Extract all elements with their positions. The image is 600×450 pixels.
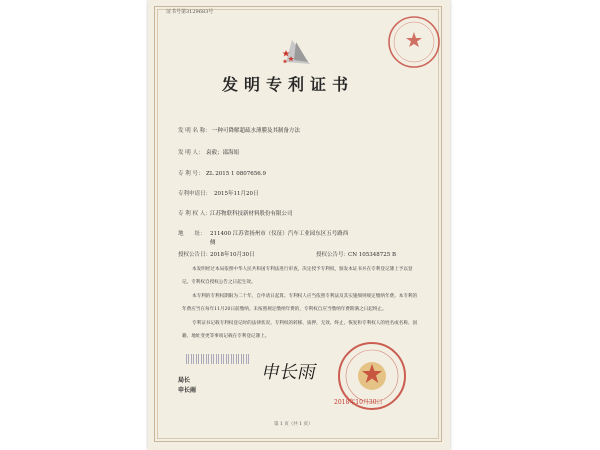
address-label: 地 址：	[178, 231, 206, 237]
body-paragraph: 专利证书记载专利权登记时的法律状况。专利权的转移、质押、无效、终止、恢复和专利权人的姓名或名称、国籍、地址变更等事项记载在专利登记簿上。	[182, 320, 418, 340]
patentee: 江苏物联科技新材料股份有限公司	[210, 211, 293, 217]
signature: 申长雨	[259, 362, 319, 383]
patent-certificate	[148, 0, 450, 450]
address: 211400 江苏省扬州市（仪征）汽车工业园东区五号路西	[210, 231, 349, 237]
grant-no-label: 授权公告号：	[316, 252, 350, 258]
filing-date: 2015年11月20日	[214, 191, 259, 197]
inventor-label: 发 明 人：	[178, 150, 204, 156]
body-paragraph: 本专利的专利权期限为二十年，自申请日起算。专利权人应当依照专利法及其实施细则规定缴纳年费。本专利的年费应当在每年11月20日前缴纳。未按照规定缴纳年费的，专利权自应当缴纳年费期满之日起终止。	[182, 293, 418, 313]
patent-no: ZL 2015 1 0807656.9	[206, 171, 266, 177]
page-number: 第 1 页（共 1 页）	[274, 422, 313, 427]
barcode	[186, 354, 250, 364]
certificate-serial: 证书号第3129683号	[166, 9, 214, 15]
filing-date-label: 专利申请日：	[178, 191, 212, 197]
grant-date: 2018年10月30日	[210, 252, 255, 258]
grant-no: CN 105348725 B	[348, 252, 397, 258]
official-seal-top-icon	[386, 14, 442, 70]
address-continued: 侧	[210, 240, 216, 246]
stamp-date: 2018年10月30日	[334, 399, 383, 406]
grant-date-label: 授权公告日：	[178, 252, 212, 258]
inventor: 袁毅；邵海娟	[206, 150, 240, 156]
cnipa-emblem-icon	[280, 36, 314, 68]
official-name: 申长雨	[178, 387, 197, 394]
certificate-title: 发明专利证书	[222, 75, 355, 94]
invention-name: 一种可降解超疏水薄膜及其制备方法	[212, 128, 301, 134]
body-paragraph: 本发明经过本局依照中华人民共和国专利法进行审查，决定授予专利权，颁发本证书并在专利登记簿上予以登记。专利权自授权公告之日起生效。	[182, 267, 413, 286]
patentee-label: 专 利 权 人：	[178, 211, 211, 217]
invention-name-label: 发 明 名 称：	[178, 128, 211, 134]
official-title: 局长	[178, 377, 191, 384]
patent-no-label: 专 利 号：	[178, 171, 204, 177]
certificate-body	[182, 263, 420, 343]
